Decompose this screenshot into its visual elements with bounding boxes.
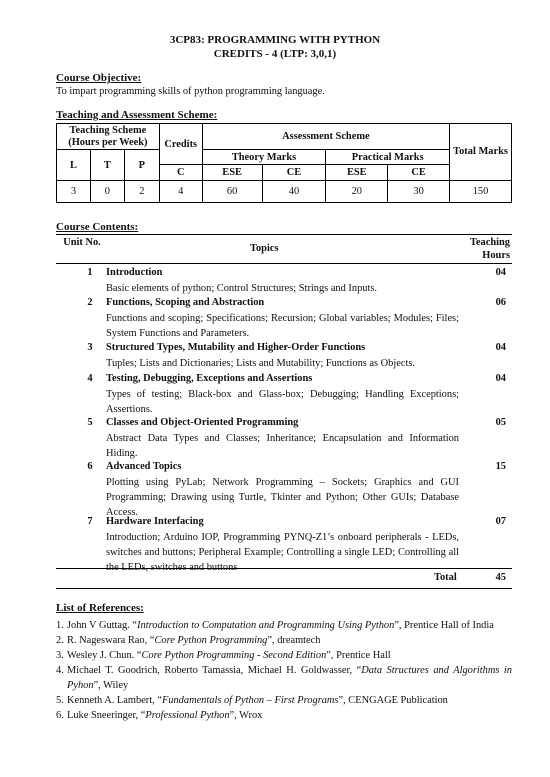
unit-hours: 04 [495, 267, 506, 278]
col-theory-ce: CE [262, 165, 326, 181]
unit-number: 3 [87, 342, 93, 353]
col-practical-ce: CE [388, 165, 450, 181]
contents-heading: Course Contents: [56, 221, 139, 233]
total-hours: 45 [495, 572, 506, 583]
reference-item: 1. John V Guttag. “Introduction to Computation and Programming Using Python”, Prentice Hall of India [56, 620, 494, 631]
references-heading: List of References: [56, 602, 144, 614]
credits-header: Credits [159, 124, 202, 165]
unit-description: Plotting using PyLab; Network Programming – Sockets; Graphics and GUI Programming; Drawing using Turtle, Tkinter and Python; Other GUIs; Database Access. [106, 477, 459, 518]
unit-title: Structured Types, Mutability and Higher-Order Functions [106, 342, 366, 353]
objective-text: To impart programming skills of python programming language. [56, 86, 325, 97]
unit-hours: 04 [495, 373, 506, 384]
references-list [56, 618, 512, 723]
course-title: 3CP83: PROGRAMMING WITH PYTHON [169, 34, 381, 46]
unit-title: Advanced Topics [106, 461, 182, 472]
unit-number: 2 [87, 297, 93, 308]
total-label: Total [434, 572, 457, 583]
unit-title: Classes and Object-Oriented Programming [106, 417, 299, 428]
value-l: 3 [57, 181, 91, 203]
reference-item: 6. Luke Sneeringer, “Professional Python”, Wrox [56, 710, 263, 721]
reference-item: 4. Michael T. Goodrich, Roberto Tamassia, Michael H. Goldwasser, “Data Structures and Algorithms in Pyhon”, Wiley [56, 665, 512, 691]
value-practical-ce: 30 [388, 181, 450, 203]
teaching-hours-header: Teaching Hours [469, 237, 510, 261]
reference-item: 3. Wesley J. Chun. “Core Python Programming - Second Edition”, Prentice Hall [56, 650, 391, 661]
col-c: C [159, 165, 202, 181]
contents-header-rule [56, 263, 512, 264]
theory-marks-header: Theory Marks [202, 150, 326, 165]
topics-header: Topics [250, 243, 279, 254]
unit-description: Functions and scoping; Specifications; Recursion; Global variables; Modules; Files; System Functions and Parameters. [106, 313, 459, 339]
value-t: 0 [90, 181, 124, 203]
total-marks-header: Total Marks [450, 124, 512, 181]
unit-title: Testing, Debugging, Exceptions and Assertions [106, 373, 313, 384]
practical-marks-header: Practical Marks [326, 150, 450, 165]
col-practical-ese: ESE [326, 165, 388, 181]
reference-item: 5. Kenneth A. Lambert, “Fundamentals of Python – First Programs”, CENGAGE Publication [56, 695, 448, 706]
contents-top-rule [56, 234, 512, 235]
value-theory-ese: 60 [202, 181, 262, 203]
value-total-marks: 150 [450, 181, 512, 203]
unit-number: 6 [87, 461, 93, 472]
value-p: 2 [124, 181, 159, 203]
unit-title: Introduction [106, 267, 163, 278]
unit-title: Hardware Interfacing [106, 516, 204, 527]
unit-number: 5 [87, 417, 93, 428]
reference-item: 2. R. Nageswara Rao, “Core Python Programming”, dreamtech [56, 635, 321, 646]
unit-title: Functions, Scoping and Abstraction [106, 297, 265, 308]
unit-hours: 15 [495, 461, 506, 472]
col-l: L [57, 150, 91, 181]
scheme-heading: Teaching and Assessment Scheme: [56, 109, 218, 121]
total-top-rule [56, 568, 512, 569]
unit-description: Types of testing; Black-box and Glass-box; Debugging; Handling Exceptions; Assertions. [106, 389, 459, 415]
assessment-scheme-header: Assessment Scheme [202, 124, 449, 150]
unit-description: Basic elements of python; Control Structures; Strings and Inputs. [106, 283, 377, 294]
unit-hours: 07 [495, 516, 506, 527]
col-t: T [90, 150, 124, 181]
unit-hours: 05 [495, 417, 506, 428]
unit-description: Abstract Data Types and Classes; Inheritance; Encapsulation and Information Hiding. [106, 433, 459, 459]
value-c: 4 [159, 181, 202, 203]
value-practical-ese: 20 [326, 181, 388, 203]
unit-no-header: Unit No. [63, 237, 101, 248]
unit-description: Introduction; Arduino IOP, Programming PYNQ-Z1’s onboard peripherals - LEDs, switches and buttons; Peripheral Example; Controlling a single LED; Controlling all the LEDs, switches and buttons [106, 532, 459, 573]
unit-description: Tuples; Lists and Dictionaries; Lists and Mutability; Functions as Objects. [106, 358, 416, 369]
teaching-scheme-header: Teaching Scheme (Hours per Week) [57, 124, 160, 150]
unit-number: 7 [87, 516, 93, 527]
value-theory-ce: 40 [262, 181, 326, 203]
teaching-assessment-table [56, 123, 512, 203]
unit-hours: 04 [495, 342, 506, 353]
col-p: P [124, 150, 159, 181]
unit-hours: 06 [495, 297, 506, 308]
unit-number: 4 [87, 373, 93, 384]
col-theory-ese: ESE [202, 165, 262, 181]
objective-heading: Course Objective: [56, 72, 142, 84]
total-bottom-rule [56, 588, 512, 589]
unit-number: 1 [87, 267, 93, 278]
course-credits: CREDITS - 4 (LTP: 3,0,1) [213, 48, 337, 60]
